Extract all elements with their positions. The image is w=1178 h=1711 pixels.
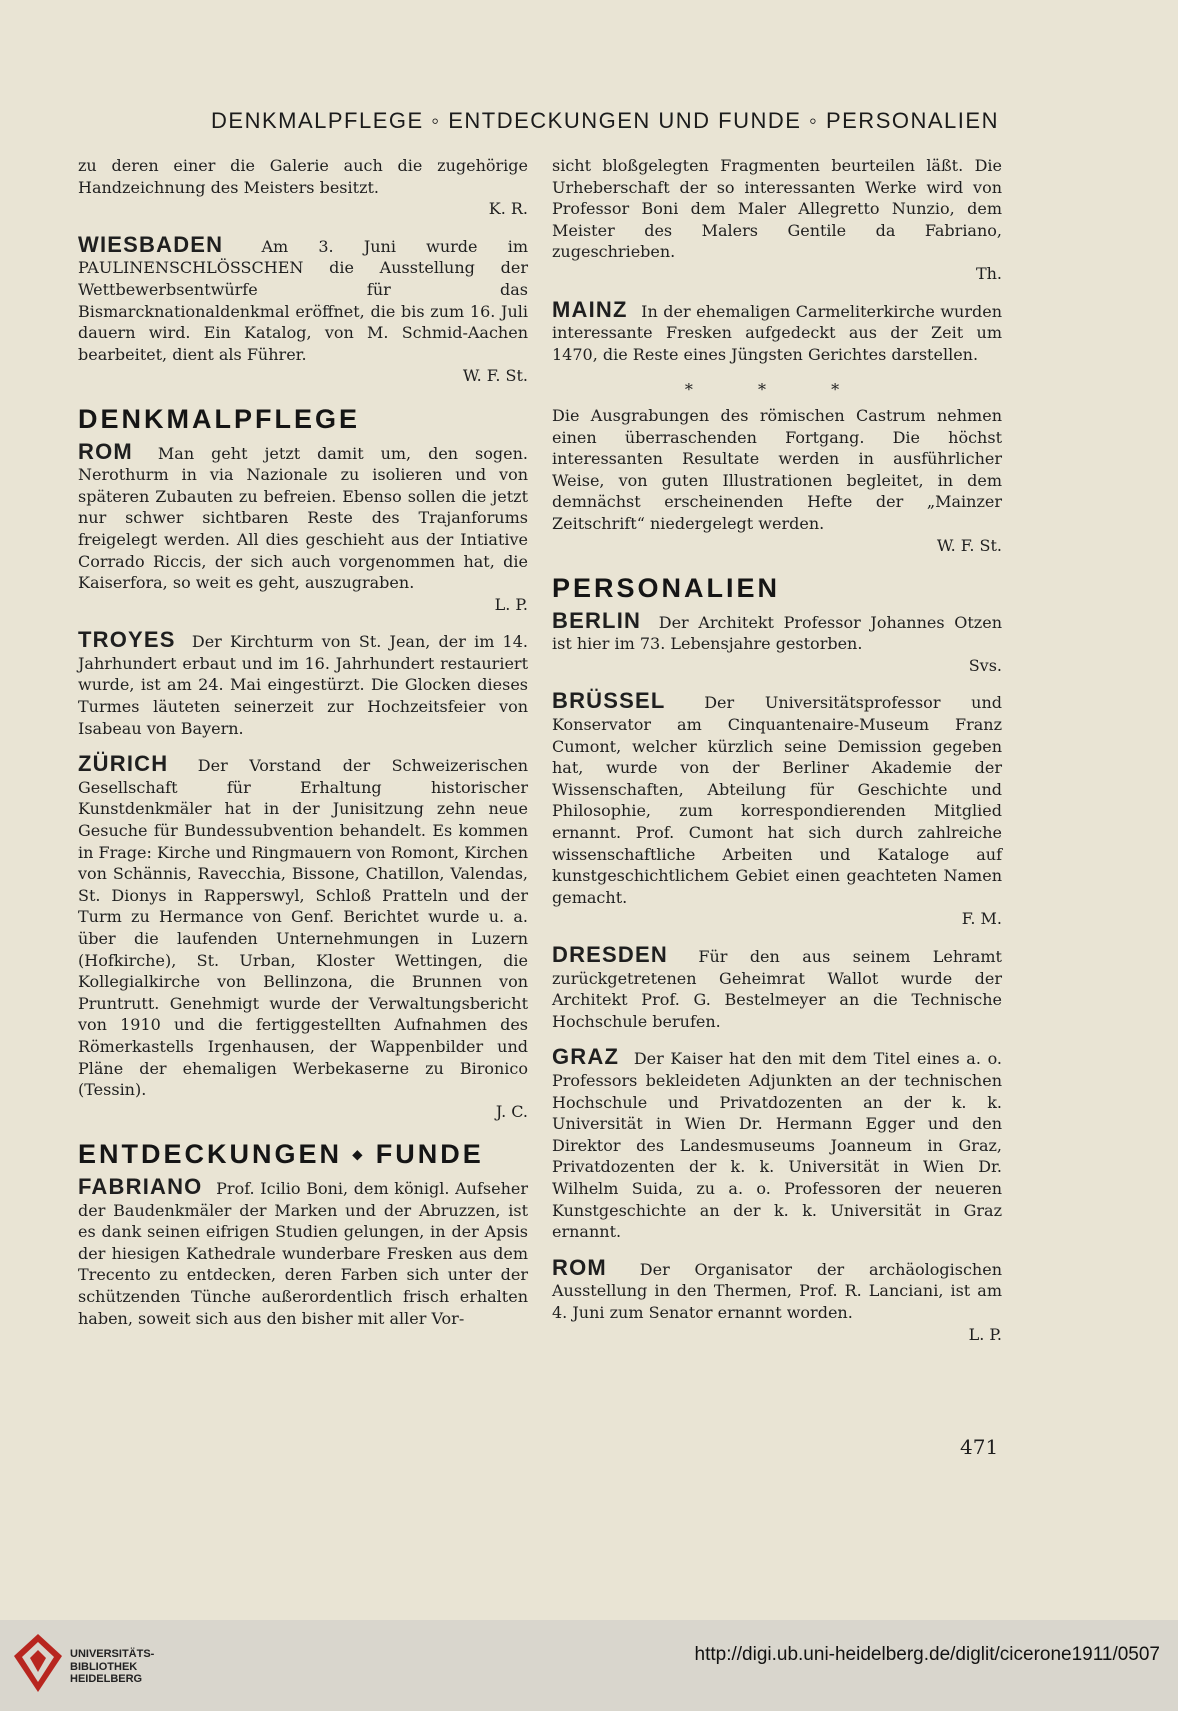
article-signature: Svs.	[968, 655, 1002, 675]
article-text: Prof. Icilio Boni, dem königl. Aufseher der Baudenkmäler der Marken und der Abruzzen, ist es dank seinen eifrigen Studien gelungen, in der Apsis der hiesigen Kathedrale wunderbare Fresken aus dem Trecento zu entdecken, deren Farben sich unter der schützenden Tünche außerordentlich frisch erhalten haben, soweit sich aus den bisher mit aller Vor-	[78, 1178, 528, 1328]
article-text: Der Architekt Professor Johannes Otzen ist hier im 73. Lebensjahre gestorben.	[552, 612, 1002, 654]
asterism: * * *	[684, 380, 870, 400]
place-heading: ROM	[552, 1254, 607, 1280]
place-heading: WIESBADEN	[78, 231, 224, 257]
article-text: Der Kirchturm von St. Jean, der im 14. Jahrhundert erbaut und im 16. Jahrhundert restauriert wurde, ist am 24. Mai eingestürzt. Die Glocken dieses Turmes läuteten seinerzeit zur Hochzeitsfeier von Isabeau von Bayern.	[78, 632, 528, 738]
article-text: Der Kaiser hat den mit dem Titel eines a. o. Professors bekleideten Adjunkten an der technischen Hochschule und Privatdozenten an der k. k. Universität in Wien Dr. Hermann Egger und den Direktor des Landesmuseums Joanneum in Graz, Privatdozenten der k. k. Universität in Wien Dr. Wilhelm Suida, zu a. o. Professoren der neueren Kunstgeschichte an der k. k. Universität in Graz ernannt.	[552, 1049, 1002, 1242]
article-signature: L. P.	[494, 594, 528, 614]
place-heading: FABRIANO	[78, 1173, 203, 1199]
article-rom-senator	[552, 1254, 1002, 1345]
article-fabriano	[78, 1173, 528, 1329]
article-zuerich	[78, 753, 528, 1122]
right-column	[552, 155, 1002, 1359]
article-signature: J. C.	[495, 1101, 528, 1121]
place-heading: TROYES	[78, 627, 176, 653]
article-mainz-excavations	[552, 405, 1002, 556]
library-name-line: BIBLIOTHEK	[70, 1660, 138, 1673]
place-heading: DRESDEN	[552, 942, 668, 967]
article-text: Der Vorstand der Schweizerischen Gesellschaft für Erhaltung historischer Kunstdenkmäler hat in der Junisitzung zehn neue Gesuche für Bundessubvention behandelt. Es kommen in Frage: Kirche und Ringmauern von Romont, Kirchen von Schännis, Ravecchia, Bissone, Chatillon, Valendas, St. Dionys in Rapperswyl, Schloß Pratteln und der Turm zu Hermance von Genf. Berichtet wurde u. a. über die laufenden Unternehmungen in Luzern (Hofkirche), St. Urban, Kloster Wettingen, die Kollegialkirche von Bellinzona, die Brunnen von Pruntrutt. Genehmigt wurde der Verwaltungsbericht von 1910 und die fertiggestellten Aufnahmen des Römerkastells Irgenhausen, der Wappenbilder und Pläne der ehemaligen Werbekaserne zu Bironico (Tessin).	[78, 756, 528, 1100]
article-berlin	[552, 607, 1002, 677]
article-text: In der ehemaligen Carmeliterkirche wurden interessante Fresken aufgedeckt aus der Zeit um 1470, die Reste eines Jüngsten Gerichtes darstellen.	[552, 301, 1002, 364]
article-mainz	[552, 296, 1002, 366]
place-heading: MAINZ	[552, 296, 628, 322]
article-text: sicht bloßgelegten Fragmenten beurteilen läßt. Die Urheberschaft der so interessanten Werke wird von Professor Boni dem Maler Allegretto Nunzio, dem Meister des Malers Gentile da Fabriano, zugeschrieben.	[552, 156, 1002, 262]
article-text: Für den aus seinem Lehramt zurückgetretenen Geheimrat Wallot wurde der Architekt Prof. G. Bestelmeyer an die Technische Hochschule berufen.	[552, 947, 1002, 1031]
section-heading-denkmalpflege: DENKMALPFLEGE	[78, 403, 360, 434]
article-signature: W. F. St.	[462, 366, 528, 386]
left-column	[78, 155, 528, 1343]
article-fabriano-continued	[552, 155, 1002, 285]
article-troyes	[78, 629, 528, 739]
article-signature: L. P.	[968, 1324, 1002, 1344]
article-signature: F. M.	[961, 909, 1002, 929]
library-name-line: HEIDELBERG	[70, 1673, 143, 1685]
article-text: Der Universitätsprofessor und Konservator am Cinquantenaire-Museum Franz Cumont, welcher kürzlich seine Demission gegeben hat, wurde von der Berliner Akademie der Wissenschaften, Abteilung für Geschichte und Philosophie, zum korrespondierenden Mitglied ernannt. Prof. Cumont hat sich durch zahlreiche wissenschaftliche Arbeiten und Kataloge auf kunstgeschichtlichem Gebiet einen geachteten Namen gemacht.	[552, 693, 1002, 907]
place-heading: ZÜRICH	[78, 751, 169, 777]
article-rom	[78, 438, 528, 616]
article-text: Die Ausgrabungen des römischen Castrum nehmen einen überraschenden Fortgang. Die höchst interessanten Resultate werden in ausführlicher Weise, von guten Illustrationen begleitet, in dem demnächst erscheinenden Hefte der „Mainzer Zeitschrift“ niedergelegt werden.	[552, 405, 1002, 533]
source-url-link[interactable]: http://digi.ub.uni-heidelberg.de/diglit/cicerone1911/0507	[694, 1644, 1160, 1665]
article-text: Man geht jetzt damit um, den sogen. Nerothurm in via Nazionale zu isolieren und von späteren Zubauten zu befreien. Ebenso sollen die jetzt nur schwer sichtbaren Reste des Trajanforums freigelegt werden. All dies geschieht aus der Intiative Corrado Riccis, der sich auch vorgenommen hat, die Kaiserfora, so weit es geht, auszugraben.	[78, 443, 528, 593]
place-heading: BERLIN	[552, 607, 642, 633]
article-signature: K. R.	[488, 199, 528, 219]
article-dresden	[552, 944, 1002, 1032]
article-signature: W. F. St.	[936, 535, 1002, 555]
article-signature: Th.	[975, 263, 1002, 283]
article-text: Der Organisator der archäologischen Ausstellung in den Thermen, Prof. R. Lanciani, ist am 4. Juni zum Senator ernannt worden.	[552, 1259, 1002, 1322]
digitization-footer	[0, 1620, 1178, 1711]
place-heading: GRAZ	[552, 1044, 620, 1070]
article-intro	[78, 155, 528, 220]
university-library-logo-icon	[12, 1632, 64, 1694]
article-bruessel	[552, 690, 1002, 930]
place-heading: BRÜSSEL	[552, 688, 666, 714]
place-heading: ROM	[78, 438, 133, 464]
section-heading-personalien: PERSONALIEN	[552, 573, 781, 604]
article-text: zu deren einer die Galerie auch die zugehörige Handzeichnung des Meisters besitzt.	[78, 156, 528, 197]
article-graz	[552, 1046, 1002, 1242]
page-number: 471	[960, 1435, 999, 1459]
section-heading-entdeckungen: ENTDECKUNGEN ⬩ FUNDE	[78, 1139, 484, 1170]
article-wiesbaden	[78, 231, 529, 387]
running-head: DENKMALPFLEGE ◦ ENTDECKUNGEN UND FUNDE ◦ PERSONALIEN	[211, 108, 999, 133]
library-name-line: UNIVERSITÄTS-	[70, 1648, 155, 1660]
article-text: Am 3. Juni wurde im PAULINENSCHLÖSSCHEN die Ausstellung der Wettbewerbsentwürfe für das Bismarcknationaldenkmal eröffnet, die bis zum 16. Juli dauern wird. Ein Katalog, von M. Schmid-Aachen bearbeitet, dient als Führer.	[78, 236, 529, 364]
library-name	[70, 1648, 154, 1686]
